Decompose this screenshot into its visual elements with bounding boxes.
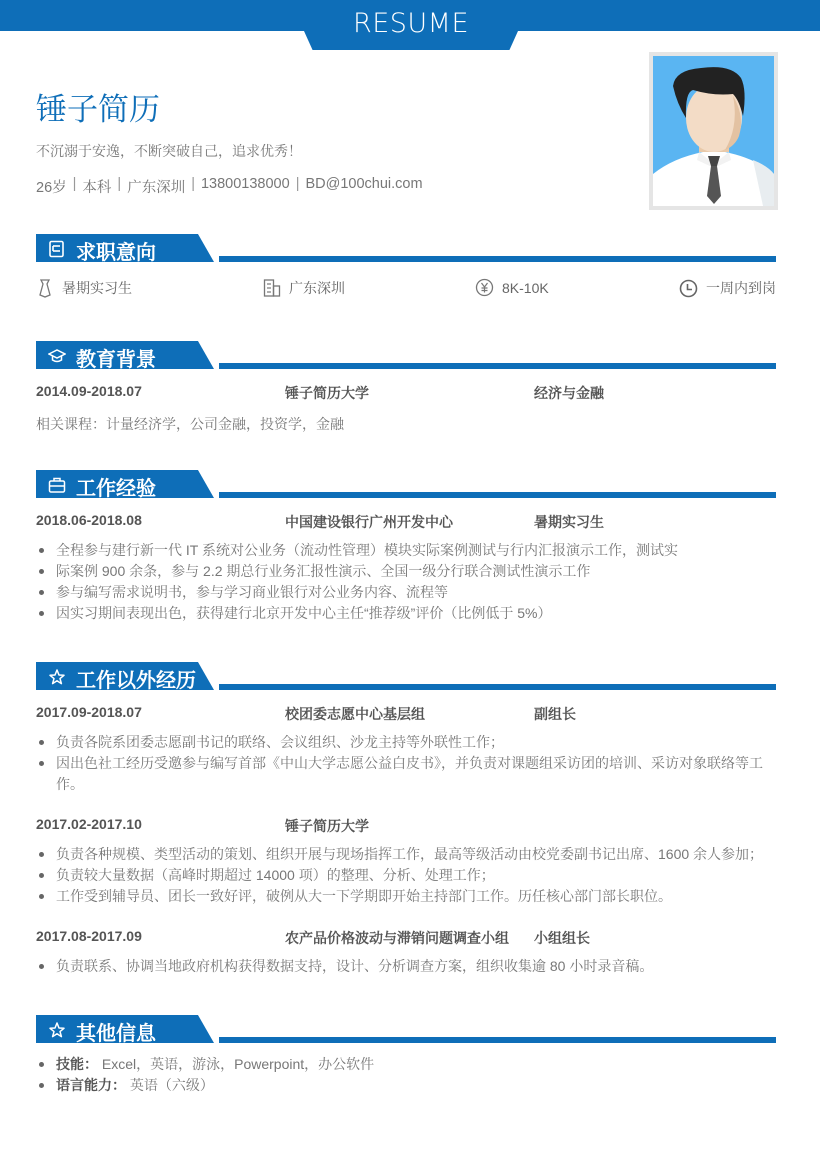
list-item: 负责较大量数据（高峰时期超过 14000 项）的整理、分析、处理工作； <box>36 865 778 886</box>
list-item: 参与编写需求说明书，参与学习商业银行对公业务内容、流程等 <box>36 582 778 603</box>
list-item <box>36 1075 778 1096</box>
contact-age: 26岁 <box>36 180 67 196</box>
separator: | <box>295 176 300 192</box>
list-item <box>36 1054 778 1075</box>
entry-org: 中国建设银行广州开发中心 <box>285 514 453 530</box>
list-item: 因实习期间表现出色，获得建行北京开发中心主任“推荐级”评价（比例低于 5%） <box>36 603 778 624</box>
intent-salary <box>475 278 549 297</box>
entry-org: 农产品价格波动与滞销问题调查小组 <box>285 930 509 946</box>
separator: | <box>117 176 122 192</box>
intent-availability-label: 一周内到岗 <box>706 280 776 296</box>
section-title: 其他信息 <box>76 1023 156 1045</box>
entry-date: 2018.06-2018.08 <box>36 512 142 528</box>
section-title: 工作经验 <box>76 478 156 500</box>
list-item: 工作受到辅导员、团长一致好评，破例从大一下学期即开始主持部门工作。历任核心部门部长职位。 <box>36 886 778 907</box>
section-rule <box>219 684 776 690</box>
entry-role: 副组长 <box>534 706 576 722</box>
section-title: 工作以外经历 <box>76 670 196 692</box>
section-header-other <box>36 1015 776 1045</box>
clock-icon <box>679 279 698 298</box>
section-rule <box>219 363 776 369</box>
intent-availability <box>679 278 776 298</box>
intent-location-label: 广东深圳 <box>289 280 345 296</box>
tie-icon <box>36 278 54 298</box>
section-header-extra <box>36 662 776 692</box>
work-bullets <box>36 540 778 624</box>
list-item: 全程参与建行新一代 IT 系统对公业务（流动性管理）模块实际案例测试与行内汇报演示工作，测试实 <box>36 540 778 561</box>
list-item: 负责各种规模、类型活动的策划、组织开展与现场指挥工作，最高等级活动由校党委副书记出席、1600 余人参加； <box>36 844 778 865</box>
avatar <box>649 52 778 210</box>
avatar-photo <box>653 56 774 206</box>
separator: | <box>191 176 195 192</box>
item-value: Excel，英语，游泳，Powerpoint，办公软件 <box>101 1056 375 1072</box>
contact-degree: 本科 <box>82 180 112 196</box>
entry-role: 暑期实习生 <box>534 514 604 530</box>
intent-position-label: 暑期实习生 <box>62 280 132 296</box>
intent-position <box>36 278 132 298</box>
item-label: 语言能力： <box>56 1077 126 1093</box>
contact-email: BD@100chui.com <box>305 176 423 192</box>
separator: | <box>72 176 77 192</box>
extra-bullets <box>36 732 778 795</box>
section-header-education <box>36 341 776 371</box>
intent-location <box>263 278 345 298</box>
extra-bullets <box>36 844 778 907</box>
resume-name: 锤子简历 <box>36 92 160 127</box>
banner-title: RESUME <box>352 8 470 39</box>
resume-motto: 不沉溺于安逸，不断突破自己，追求优秀！ <box>36 143 302 159</box>
section-header-intent <box>36 234 776 264</box>
education-courses: 相关课程：计量经济学，公司金融，投资学，金融 <box>36 416 344 432</box>
intent-salary-label: 8K-10K <box>502 279 549 296</box>
section-title: 教育背景 <box>76 349 156 371</box>
building-icon <box>263 278 281 298</box>
list-item: 负责联系、协调当地政府机构获得数据支持，设计、分析调查方案，组织收集逾 80 小时录音稿。 <box>36 956 778 977</box>
entry-role: 小组组长 <box>534 930 590 946</box>
section-rule <box>219 492 776 498</box>
section-rule <box>219 1037 776 1043</box>
entry-date: 2017.02-2017.10 <box>36 816 142 832</box>
graduation-cap-icon <box>48 347 66 365</box>
person-avatar-icon <box>653 56 774 206</box>
star-icon <box>48 668 66 686</box>
contact-location: 广东深圳 <box>127 180 186 196</box>
other-bullets <box>36 1054 778 1096</box>
star-icon <box>48 1021 66 1039</box>
extra-bullets <box>36 956 778 977</box>
notebook-icon <box>48 240 66 258</box>
yen-icon <box>475 278 494 297</box>
section-rule <box>219 256 776 262</box>
entry-org: 校团委志愿中心基层组 <box>285 706 425 722</box>
section-header-work <box>36 470 776 500</box>
contact-line <box>36 176 423 197</box>
entry-role: 经济与金融 <box>534 385 604 401</box>
list-item: 负责各院系团委志愿副书记的联络、会议组织、沙龙主持等外联性工作； <box>36 732 778 753</box>
list-item: 因出色社工经历受邀参与编写首部《中山大学志愿公益白皮书》，并负责对课题组采访团的培训、采访对象联络等工作。 <box>36 753 778 795</box>
section-title: 求职意向 <box>76 242 156 264</box>
entry-date: 2017.08-2017.09 <box>36 928 142 944</box>
entry-org: 锤子简历大学 <box>285 385 369 401</box>
list-item: 际案例 900 余条，参与 2.2 期总行业务汇报性演示、全国一级分行联合测试性演示工作 <box>36 561 778 582</box>
briefcase-icon <box>48 476 66 494</box>
item-label: 技能： <box>56 1056 98 1072</box>
entry-date: 2014.09-2018.07 <box>36 383 142 399</box>
entry-date: 2017.09-2018.07 <box>36 704 142 720</box>
contact-phone: 13800138000 <box>200 176 290 192</box>
entry-org: 锤子简历大学 <box>285 818 369 834</box>
item-value: 英语（六级） <box>129 1077 214 1093</box>
